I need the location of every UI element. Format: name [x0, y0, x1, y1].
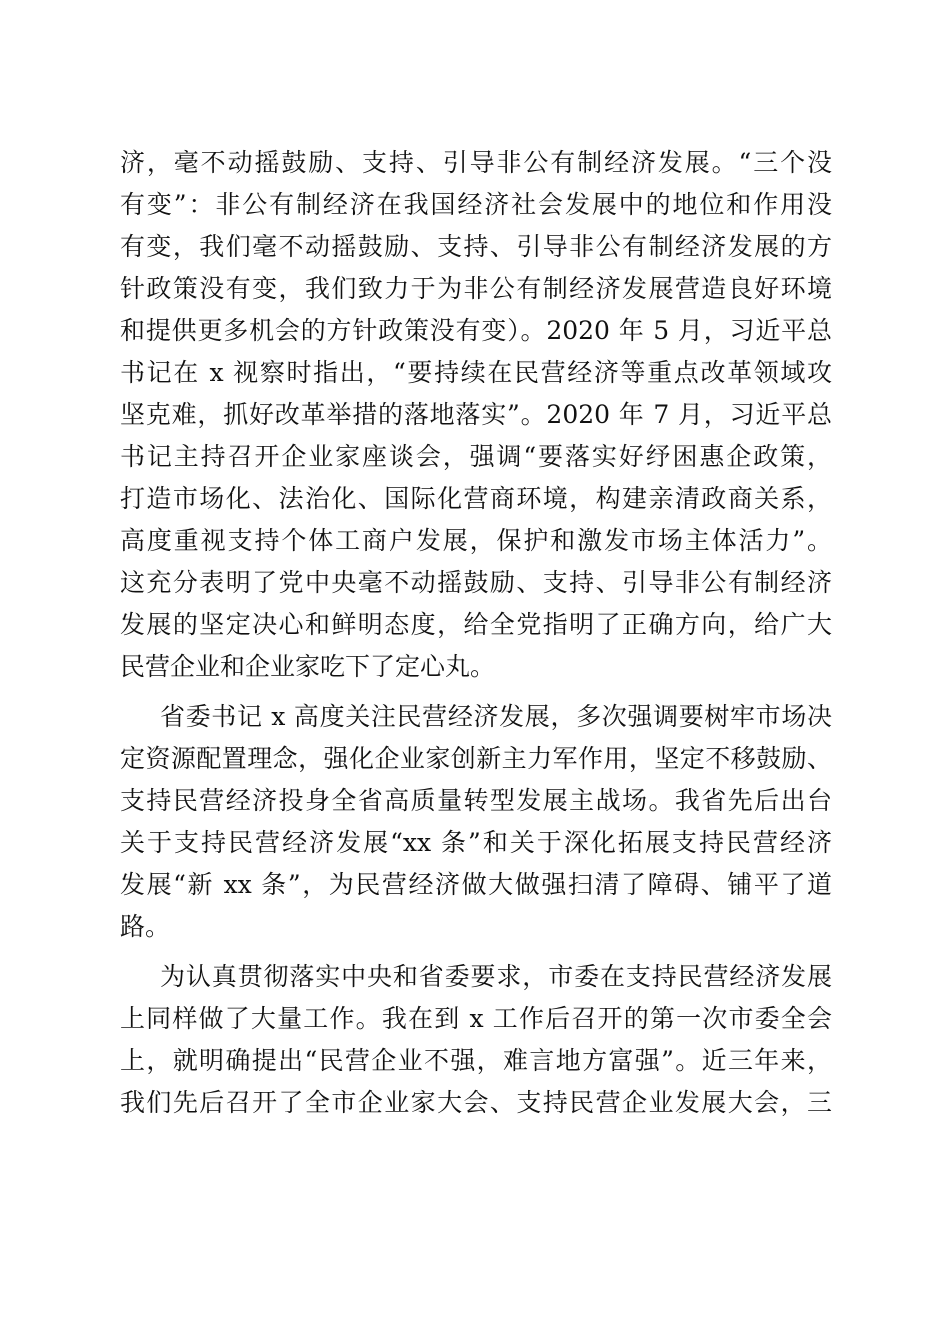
text-line-first: 为认真贯彻落实中央和省委要求，市委在支持民营经济发展 — [160, 962, 832, 991]
paragraph-spacing — [120, 688, 832, 696]
text-line: 坚克难，抓好改革举措的落地落实”。2020 年 7 月，习近平总 — [120, 400, 832, 429]
text-line: 书记在 x 视察时指出，“要持续在民营经济等重点改革领域攻 — [120, 358, 832, 387]
text-line: 有变”：非公有制经济在我国经济社会发展中的地位和作用没 — [120, 190, 832, 219]
text-line: 定资源配置理念，强化企业家创新主力军作用，坚定不移鼓励、 — [120, 744, 832, 773]
paragraph-municipal-work — [120, 956, 832, 1124]
text-line: 上，就明确提出“民营企业不强，难言地方富强”。近三年来， — [120, 1046, 832, 1075]
text-line: 和提供更多机会的方针政策没有变）。2020 年 5 月，习近平总 — [120, 316, 832, 345]
text-line-last: 路。 — [120, 912, 171, 941]
text-line: 关于支持民营经济发展“xx 条”和关于深化拓展支持民营经济 — [120, 828, 832, 857]
paragraph-provincial-policy — [120, 696, 832, 948]
text-line: 高度重视支持个体工商户发展，保护和激发市场主体活力”。 — [120, 526, 832, 555]
text-line: 上同样做了大量工作。我在到 x 工作后召开的第一次市委全会 — [120, 1004, 832, 1033]
paragraph-spacing — [120, 948, 832, 956]
text-line-first: 省委书记 x 高度关注民营经济发展，多次强调要树牢市场决 — [160, 702, 832, 731]
text-line: 发展的坚定决心和鲜明态度，给全党指明了正确方向，给广大 — [120, 610, 832, 639]
text-line: 我们先后召开了全市企业家大会、支持民营企业发展大会，三 — [120, 1088, 832, 1117]
paragraph-central-policy — [120, 142, 832, 688]
text-line: 济，毫不动摇鼓励、支持、引导非公有制经济发展。“三个没 — [120, 148, 832, 177]
text-line: 针政策没有变，我们致力于为非公有制经济发展营造良好环境 — [120, 274, 832, 303]
text-line-last: 民营企业和企业家吃下了定心丸。 — [120, 652, 496, 681]
text-line: 有变，我们毫不动摇鼓励、支持、引导非公有制经济发展的方 — [120, 232, 832, 261]
text-line: 发展“新 xx 条”，为民营经济做大做强扫清了障碍、铺平了道 — [120, 870, 832, 899]
body-text — [120, 142, 832, 1124]
text-line: 支持民营经济投身全省高质量转型发展主战场。我省先后出台 — [120, 786, 832, 815]
text-line: 这充分表明了党中央毫不动摇鼓励、支持、引导非公有制经济 — [120, 568, 832, 597]
text-line: 书记主持召开企业家座谈会，强调“要落实好纾困惠企政策， — [120, 442, 832, 471]
text-line: 打造市场化、法治化、国际化营商环境，构建亲清政商关系， — [120, 484, 832, 513]
